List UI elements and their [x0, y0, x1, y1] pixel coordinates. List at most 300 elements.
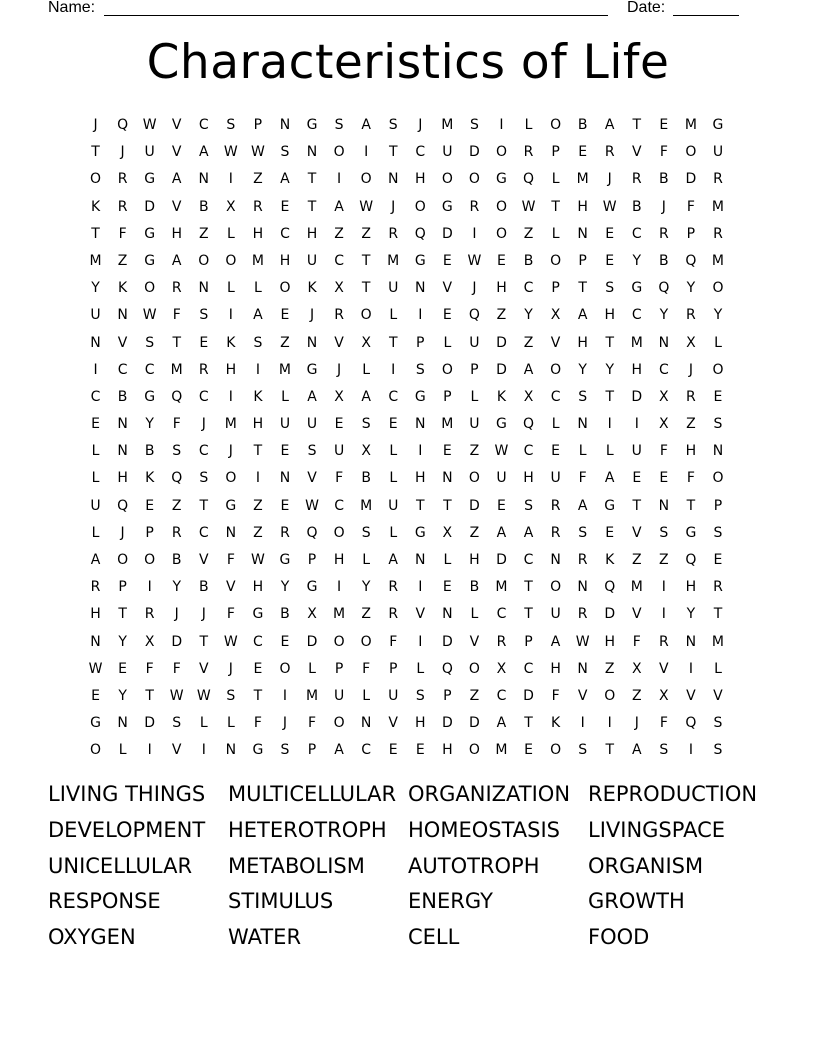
grid-cell: S: [226, 117, 236, 133]
grid-cell: P: [334, 660, 344, 677]
grid-cell: T: [578, 280, 587, 297]
grid-cell: J: [201, 416, 206, 433]
grid-cell: N: [387, 171, 399, 188]
grid-cell: R: [577, 552, 588, 568]
grid-cell: A: [171, 171, 182, 188]
grid-cell: J: [607, 171, 612, 188]
grid-cell: P: [551, 280, 560, 297]
grid-cell: X: [361, 334, 371, 351]
grid-cell: C: [198, 443, 209, 460]
grid-cell: I: [418, 579, 423, 596]
grid-cell: G: [252, 742, 264, 759]
grid-cell: V: [631, 606, 642, 623]
grid-cell: N: [577, 660, 588, 677]
grid-cell: F: [118, 225, 127, 242]
grid-cell: W: [305, 497, 319, 514]
grid-row: [82, 166, 732, 193]
word-list-item: ORGANIZATION: [408, 782, 571, 806]
grid-cell: Q: [171, 388, 183, 405]
word-list-item: HETEROTROPH: [228, 817, 387, 842]
grid-cell: T: [551, 198, 560, 215]
grid-cell: E: [605, 524, 615, 541]
grid-cell: A: [388, 552, 398, 568]
grid-cell: T: [443, 497, 452, 514]
grid-cell: K: [226, 334, 236, 351]
grid-cell: B: [144, 443, 155, 460]
grid-cell: E: [713, 552, 723, 568]
grid-cell: P: [118, 579, 127, 596]
grid-cell: L: [551, 171, 560, 188]
grid-cell: A: [523, 361, 534, 378]
grid-cell: J: [93, 117, 98, 133]
grid-cell: S: [199, 470, 209, 487]
name-label: Name:: [48, 0, 96, 16]
grid-cell: V: [171, 144, 182, 161]
grid-cell: R: [713, 579, 723, 596]
grid-cell: V: [307, 470, 317, 487]
grid-cell: G: [306, 117, 318, 133]
grid-cell: R: [334, 307, 344, 324]
grid-cell: L: [389, 443, 398, 460]
word-list-item: LIVINGSPACE: [588, 817, 726, 842]
grid-cell: K: [605, 552, 615, 568]
grid-cell: Z: [604, 660, 615, 677]
grid-cell: W: [223, 144, 238, 161]
grid-cell: H: [523, 470, 534, 487]
grid-row: [82, 465, 732, 492]
grid-cell: T: [91, 225, 100, 242]
grid-cell: G: [225, 497, 237, 514]
grid-cell: T: [632, 497, 642, 514]
grid-cell: L: [578, 443, 587, 460]
grid-cell: M: [441, 416, 454, 433]
grid-cell: I: [607, 715, 612, 732]
grid-cell: I: [499, 117, 504, 133]
grid-cell: F: [659, 715, 668, 732]
grid-cell: C: [523, 443, 534, 460]
grid-cell: H: [252, 225, 264, 242]
grid-cell: U: [306, 252, 318, 269]
grid-cell: N: [117, 307, 128, 324]
grid-cell: W: [250, 144, 265, 161]
grid-cell: S: [226, 687, 236, 704]
grid-cell: L: [551, 225, 560, 242]
grid-cell: R: [388, 225, 399, 242]
grid-cell: Z: [171, 497, 182, 514]
grid-cell: U: [144, 144, 155, 161]
grid-cell: A: [361, 388, 371, 405]
grid-cell: I: [688, 742, 693, 759]
grid-cell: T: [524, 606, 533, 623]
grid-cell: V: [171, 198, 182, 215]
grid-cell: S: [713, 742, 723, 759]
grid-cell: H: [685, 443, 697, 460]
word-list-item: AUTOTROPH: [408, 853, 540, 878]
grid-cell: X: [496, 660, 507, 677]
grid-cell: O: [144, 552, 156, 568]
grid-cell: U: [306, 416, 318, 433]
grid-row: [82, 221, 732, 248]
grid-cell: F: [335, 470, 344, 487]
grid-cell: T: [253, 443, 263, 460]
grid-cell: P: [307, 552, 317, 568]
grid-cell: N: [117, 443, 128, 460]
grid-cell: L: [91, 470, 100, 487]
grid-cell: T: [388, 144, 398, 161]
grid-cell: N: [306, 334, 318, 351]
grid-cell: V: [631, 144, 642, 161]
grid-cell: S: [659, 742, 669, 759]
grid-cell: I: [661, 606, 666, 623]
grid-cell: S: [659, 524, 669, 541]
grid-cell: B: [198, 198, 209, 215]
grid-cell: X: [361, 443, 371, 460]
grid-cell: C: [496, 687, 507, 704]
grid-cell: J: [391, 198, 396, 215]
grid-cell: M: [224, 416, 237, 433]
grid-cell: C: [631, 225, 642, 242]
page-title: Characteristics of Life: [146, 35, 670, 90]
grid-cell: W: [169, 687, 184, 704]
grid-cell: T: [388, 334, 398, 351]
grid-cell: T: [524, 715, 533, 732]
grid-cell: E: [280, 198, 290, 215]
grid-cell: S: [578, 524, 588, 541]
grid-cell: T: [118, 606, 127, 623]
grid-cell: L: [470, 388, 479, 405]
grid-cell: B: [361, 470, 371, 487]
word-list-item: MULTICELLULAR: [228, 782, 397, 806]
grid-cell: C: [334, 497, 344, 514]
grid-cell: Z: [361, 606, 371, 623]
grid-cell: S: [605, 280, 615, 297]
grid-cell: T: [713, 606, 723, 623]
grid-cell: L: [389, 524, 398, 541]
grid-cell: Z: [334, 225, 344, 242]
grid-cell: M: [684, 117, 697, 133]
grid-cell: U: [279, 416, 291, 433]
grid-cell: G: [604, 497, 616, 514]
grid-cell: K: [551, 715, 561, 732]
grid-cell: I: [418, 443, 423, 460]
grid-row: [82, 139, 732, 166]
grid-cell: H: [117, 470, 128, 487]
grid-cell: V: [171, 742, 182, 759]
grid-cell: F: [172, 660, 181, 677]
grid-cell: T: [605, 742, 614, 759]
grid-cell: X: [659, 388, 669, 405]
grid-row: [82, 194, 732, 221]
grid-cell: T: [524, 579, 533, 596]
grid-cell: C: [523, 552, 534, 568]
grid-cell: X: [334, 280, 344, 297]
grid-cell: C: [198, 388, 209, 405]
grid-cell: V: [171, 117, 182, 133]
grid-cell: K: [118, 280, 128, 297]
grid-cell: L: [524, 117, 533, 133]
grid-cell: Y: [686, 280, 696, 297]
grid-cell: W: [521, 198, 536, 215]
grid-cell: Y: [632, 252, 642, 269]
grid-row: [82, 683, 732, 710]
grid-cell: R: [713, 225, 723, 242]
grid-cell: Q: [117, 117, 129, 133]
grid-cell: Y: [578, 361, 587, 378]
grid-cell: M: [305, 687, 319, 704]
grid-cell: J: [120, 524, 125, 541]
grid-cell: S: [713, 715, 723, 732]
grid-cell: C: [90, 388, 101, 405]
grid-cell: X: [686, 334, 696, 351]
grid-cell: I: [418, 633, 423, 650]
grid-cell: Q: [414, 225, 426, 242]
grid-cell: I: [418, 307, 423, 324]
grid-cell: O: [712, 280, 724, 297]
grid-cell: V: [469, 633, 480, 650]
grid-cell: I: [364, 144, 369, 161]
grid-cell: M: [387, 252, 400, 269]
letter-grid: [82, 112, 732, 765]
grid-cell: O: [90, 171, 102, 188]
grid-cell: E: [713, 388, 723, 405]
grid-cell: T: [307, 198, 317, 215]
grid-cell: G: [441, 198, 453, 215]
grid-cell: S: [361, 524, 371, 541]
grid-row: [82, 547, 732, 574]
grid-row: [82, 357, 732, 384]
word-list-item: CELL: [408, 925, 460, 950]
grid-cell: E: [659, 117, 669, 133]
grid-cell: E: [280, 497, 290, 514]
grid-cell: U: [550, 470, 561, 487]
grid-row: [82, 493, 732, 520]
grid-cell: X: [442, 524, 453, 541]
grid-cell: E: [253, 660, 263, 677]
grid-cell: K: [307, 280, 317, 297]
grid-cell: Y: [605, 361, 614, 378]
grid-cell: H: [415, 470, 426, 487]
grid-cell: H: [90, 606, 101, 623]
grid-row: [82, 710, 732, 737]
grid-cell: Q: [117, 497, 129, 514]
grid-cell: R: [604, 144, 615, 161]
grid-cell: B: [117, 388, 128, 405]
grid-cell: K: [90, 198, 101, 215]
grid-cell: S: [578, 388, 588, 405]
grid-cell: O: [495, 225, 507, 242]
grid-cell: H: [577, 198, 588, 215]
grid-cell: Q: [685, 252, 697, 269]
grid-cell: Y: [713, 307, 723, 324]
word-list-item: GROWTH: [588, 889, 685, 914]
grid-cell: N: [658, 497, 670, 514]
grid-cell: C: [523, 660, 534, 677]
grid-cell: G: [144, 388, 156, 405]
grid-row: [82, 520, 732, 547]
grid-cell: F: [253, 715, 262, 732]
grid-cell: L: [389, 307, 398, 324]
grid-cell: W: [196, 687, 211, 704]
grid-cell: E: [280, 443, 290, 460]
grid-cell: H: [252, 416, 264, 433]
grid-cell: R: [280, 524, 290, 541]
grid-cell: K: [253, 388, 263, 405]
grid-cell: O: [712, 361, 724, 378]
grid-cell: R: [550, 497, 561, 514]
grid-cell: A: [577, 307, 588, 324]
grid-cell: I: [228, 171, 233, 188]
grid-cell: H: [279, 252, 291, 269]
grid-cell: S: [172, 443, 182, 460]
grid-cell: W: [88, 660, 103, 677]
grid-cell: W: [223, 633, 238, 650]
grid-cell: S: [524, 497, 533, 514]
grid-cell: I: [255, 470, 260, 487]
grid-cell: O: [495, 198, 507, 215]
grid-cell: G: [279, 552, 291, 568]
grid-cell: B: [523, 252, 534, 269]
grid-cell: J: [418, 117, 423, 133]
grid-cell: A: [361, 117, 371, 133]
grid-cell: O: [117, 552, 129, 568]
grid-cell: E: [91, 416, 100, 433]
grid-cell: O: [279, 660, 291, 677]
grid-cell: L: [714, 334, 722, 351]
grid-cell: O: [685, 144, 697, 161]
grid-cell: M: [495, 579, 508, 596]
grid-cell: J: [282, 715, 288, 732]
grid-cell: O: [550, 579, 562, 596]
grid-cell: H: [442, 742, 453, 759]
grid-cell: J: [174, 606, 179, 623]
grid-cell: P: [524, 633, 533, 650]
grid-cell: P: [145, 524, 154, 541]
grid-cell: S: [280, 144, 290, 161]
grid-cell: Z: [253, 171, 263, 188]
word-list-item: FOOD: [588, 925, 650, 950]
grid-cell: I: [228, 307, 233, 324]
grid-cell: M: [251, 252, 264, 269]
grid-cell: R: [117, 171, 128, 188]
grid-cell: R: [388, 579, 399, 596]
grid-cell: V: [334, 334, 344, 351]
grid-cell: G: [414, 524, 426, 541]
grid-cell: S: [415, 361, 425, 378]
grid-cell: C: [415, 144, 426, 161]
grid-cell: R: [171, 524, 182, 541]
date-label: Date:: [627, 0, 666, 16]
grid-cell: E: [659, 470, 669, 487]
grid-cell: L: [605, 443, 614, 460]
grid-cell: T: [605, 388, 614, 405]
grid-cell: A: [280, 171, 290, 188]
grid-row: [82, 384, 732, 411]
grid-cell: M: [711, 252, 725, 269]
grid-cell: W: [602, 198, 617, 215]
grid-cell: A: [334, 198, 344, 215]
grid-cell: L: [281, 388, 289, 405]
grid-cell: N: [90, 633, 101, 650]
grid-cell: C: [253, 633, 263, 650]
grid-cell: P: [307, 742, 317, 759]
grid-cell: Z: [280, 334, 290, 351]
grid-cell: T: [416, 497, 425, 514]
grid-cell: G: [252, 606, 264, 623]
grid-cell: M: [89, 252, 102, 269]
grid-cell: E: [388, 742, 398, 759]
grid-cell: Q: [604, 579, 616, 596]
grid-cell: G: [90, 715, 101, 732]
grid-cell: N: [198, 280, 210, 297]
grid-cell: J: [120, 144, 125, 161]
grid-cell: L: [443, 334, 452, 351]
grid-cell: A: [307, 388, 317, 405]
grid-cell: C: [523, 280, 534, 297]
grid-cell: M: [333, 606, 346, 623]
grid-cell: F: [686, 470, 695, 487]
grid-cell: Z: [631, 687, 642, 704]
grid-cell: O: [333, 633, 345, 650]
grid-cell: G: [306, 361, 318, 378]
grid-cell: L: [91, 443, 100, 460]
grid-cell: G: [496, 171, 507, 188]
grid-cell: E: [199, 334, 209, 351]
grid-cell: N: [306, 144, 318, 161]
grid-cell: F: [686, 198, 695, 215]
grid-cell: H: [306, 225, 318, 242]
grid-cell: B: [659, 171, 669, 188]
grid-cell: P: [443, 388, 452, 405]
grid-cell: P: [551, 144, 560, 161]
grid-cell: K: [496, 388, 507, 405]
grid-cell: D: [496, 334, 507, 351]
grid-cell: N: [550, 552, 561, 568]
grid-cell: J: [201, 606, 206, 623]
grid-cell: O: [360, 307, 372, 324]
grid-cell: C: [361, 742, 372, 759]
grid-cell: L: [551, 416, 560, 433]
grid-cell: Z: [253, 497, 263, 514]
grid-cell: M: [170, 361, 183, 378]
grid-cell: C: [631, 307, 642, 324]
grid-cell: O: [279, 280, 291, 297]
grid-cell: K: [145, 470, 155, 487]
grid-cell: L: [470, 606, 479, 623]
word-list-item: UNICELLULAR: [48, 853, 193, 878]
grid-cell: Z: [631, 552, 642, 568]
grid-cell: E: [632, 470, 642, 487]
grid-cell: T: [199, 633, 209, 650]
word-list-item: HOMEOSTASIS: [408, 817, 560, 842]
grid-cell: X: [307, 606, 317, 623]
grid-cell: B: [631, 198, 642, 215]
grid-cell: N: [712, 443, 724, 460]
grid-cell: O: [441, 361, 453, 378]
grid-cell: S: [145, 334, 155, 351]
grid-cell: L: [118, 742, 127, 759]
grid-cell: I: [634, 416, 639, 433]
grid-cell: U: [90, 497, 101, 514]
grid-cell: N: [360, 715, 372, 732]
grid-cell: L: [226, 715, 235, 732]
grid-cell: S: [199, 307, 209, 324]
grid-cell: O: [360, 633, 372, 650]
grid-cell: G: [414, 252, 426, 269]
grid-cell: O: [198, 252, 210, 269]
grid-cell: A: [253, 307, 263, 324]
grid-cell: N: [577, 579, 588, 596]
grid-cell: E: [605, 252, 615, 269]
